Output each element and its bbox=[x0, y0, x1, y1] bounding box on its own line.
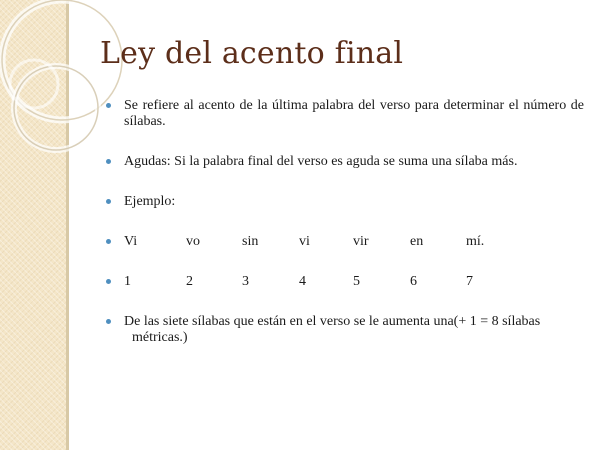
bullet-conclusion bbox=[104, 314, 584, 346]
bullet-numbers bbox=[104, 274, 584, 290]
bullet-ejemplo bbox=[104, 194, 584, 210]
bullet-agudas bbox=[104, 154, 584, 170]
bullet-ejemplo-text: Ejemplo: bbox=[124, 194, 176, 209]
syllable: vi bbox=[299, 234, 310, 249]
numbers-row bbox=[124, 274, 584, 290]
bullet-definition bbox=[104, 98, 584, 130]
syllable: Vi bbox=[124, 234, 138, 249]
slide-content bbox=[104, 98, 584, 370]
syllable-number: 3 bbox=[242, 274, 249, 289]
conclusion-line-2: métricas.) bbox=[132, 330, 188, 345]
syllable: vo bbox=[186, 234, 200, 249]
syllable-number: 7 bbox=[466, 274, 473, 289]
conclusion-line-1: De las siete sílabas que están en el verso se le aumenta una(+ 1 = 8 sílabas bbox=[124, 314, 541, 329]
bullet-definition-text: Se refiere al acento de la última palabra del verso para determinar el número de sílabas. bbox=[124, 98, 584, 129]
bullet-agudas-text: Agudas: Si la palabra final del verso es aguda se suma una sílaba más. bbox=[124, 154, 518, 169]
syllable: vir bbox=[353, 234, 369, 249]
syllable-number: 2 bbox=[186, 274, 193, 289]
syllable-number: 1 bbox=[124, 274, 131, 289]
syllable-number: 5 bbox=[353, 274, 360, 289]
syllable: sin bbox=[242, 234, 259, 249]
slide-title: Ley del acento final bbox=[100, 36, 404, 71]
syllable-number: 6 bbox=[410, 274, 417, 289]
syllable-number: 4 bbox=[299, 274, 306, 289]
syllables-row bbox=[124, 234, 584, 250]
syllable: mí. bbox=[466, 234, 485, 249]
syllable: en bbox=[410, 234, 424, 249]
bullet-syllables bbox=[104, 234, 584, 250]
